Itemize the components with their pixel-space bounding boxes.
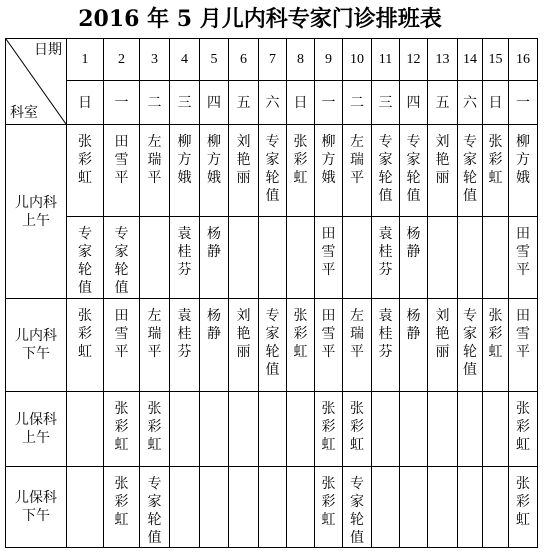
doctor-cell [104,299,140,392]
doctor-name: 张彩虹 [488,308,503,360]
doctor-cell [372,125,400,217]
doctor-cell [170,125,200,217]
doctor-name: 田雪平 [516,226,530,278]
doctor-cell [170,467,200,548]
day-number-4: 4 [170,39,200,81]
doctor-cell [400,299,428,392]
doctor-name: 刘艳丽 [236,308,251,360]
day-number-11: 11 [372,39,400,81]
doctor-cell [343,217,372,299]
day-number-2: 2 [104,39,140,81]
doctor-name: 专家轮值 [265,134,280,204]
schedule-row [6,125,538,217]
doctor-cell [140,467,170,548]
day-number-1: 1 [67,39,104,81]
department-cell: 儿保科 上午 [6,392,67,467]
doctor-cell [104,467,140,548]
day-number-14: 14 [458,39,483,81]
doctor-cell [458,217,483,299]
doctor-cell [372,217,400,299]
doctor-name: 杨静 [406,226,421,260]
doctor-name: 专家轮值 [463,308,477,378]
day-number-15: 15 [483,39,509,81]
doctor-cell [229,299,259,392]
doctor-cell [428,217,458,299]
weekday-cell: 三 [170,81,200,125]
doctor-name: 田雪平 [516,308,530,360]
doctor-cell [483,217,509,299]
corner-header-cell [6,39,67,125]
doctor-cell [170,392,200,467]
doctor-cell [140,299,170,392]
doctor-cell [483,299,509,392]
doctor-cell [67,392,104,467]
doctor-name: 袁桂芬 [177,226,192,278]
doctor-name: 张彩虹 [78,134,92,186]
doctor-cell [200,467,229,548]
doctor-name: 张彩虹 [488,134,503,186]
doctor-name: 杨静 [207,308,221,342]
weekday-cell: 日 [67,81,104,125]
doctor-cell [229,392,259,467]
department-cell: 儿内科 下午 [6,299,67,392]
doctor-name: 左瑞平 [350,134,364,186]
day-number-7: 7 [259,39,287,81]
doctor-name: 张彩虹 [147,401,162,453]
doctor-cell [67,299,104,392]
doctor-name: 杨静 [406,308,421,342]
doctor-cell [67,125,104,217]
doctor-name: 刘艳丽 [435,134,450,186]
doctor-cell [483,392,509,467]
doctor-cell [400,125,428,217]
doctor-cell [259,299,287,392]
doctor-cell [428,467,458,548]
doctor-cell [372,299,400,392]
weekday-cell: 六 [458,81,483,125]
doctor-cell [315,125,343,217]
doctor-name: 柳方娥 [207,134,221,186]
doctor-name: 田雪平 [321,226,336,278]
doctor-name: 左瑞平 [350,308,364,360]
doctor-cell [287,299,315,392]
day-number-12: 12 [400,39,428,81]
doctor-name: 田雪平 [114,134,129,186]
doctor-cell [67,217,104,299]
doctor-name: 柳方娥 [177,134,192,186]
weekday-cell: 四 [400,81,428,125]
weekday-cell: 日 [483,81,509,125]
doctor-cell [200,392,229,467]
weekday-cell: 五 [229,81,259,125]
day-number-9: 9 [315,39,343,81]
doctor-cell [140,392,170,467]
doctor-name: 袁桂芬 [378,308,393,360]
doctor-cell [458,299,483,392]
doctor-cell [509,467,538,548]
doctor-cell [400,217,428,299]
doctor-name: 柳方娥 [321,134,336,186]
weekday-cell: 四 [200,81,229,125]
doctor-cell [287,467,315,548]
doctor-name: 刘艳丽 [236,134,251,186]
doctor-cell [372,392,400,467]
doctor-cell [104,125,140,217]
day-number-6: 6 [229,39,259,81]
doctor-name: 杨静 [207,226,221,260]
doctor-cell [140,125,170,217]
doctor-cell [287,217,315,299]
weekday-cell: 六 [259,81,287,125]
doctor-name: 张彩虹 [321,476,336,528]
doctor-name: 张彩虹 [293,308,308,360]
weekday-cell: 二 [343,81,372,125]
department-cell: 儿保科 下午 [6,467,67,548]
doctor-cell [315,467,343,548]
doctor-name: 专家轮值 [406,134,421,204]
doctor-name: 专家轮值 [78,226,92,296]
doctor-cell [200,217,229,299]
doctor-cell [259,125,287,217]
doctor-name: 田雪平 [114,308,129,360]
schedule-row [6,217,538,299]
schedule-row [6,392,538,467]
doctor-cell [287,392,315,467]
doctor-cell [458,125,483,217]
doctor-cell [200,299,229,392]
doctor-cell [229,217,259,299]
doctor-name: 田雪平 [321,308,336,360]
doctor-name: 袁桂芬 [378,226,393,278]
page-title: 2016 年 5 月儿内科专家门诊排班表 [78,6,442,32]
doctor-cell [287,125,315,217]
doctor-cell [458,467,483,548]
doctor-name: 专家轮值 [378,134,393,204]
doctor-cell [343,299,372,392]
weekday-cell: 一 [104,81,140,125]
doctor-cell [509,125,538,217]
day-number-10: 10 [343,39,372,81]
corner-date-label: 日期 [34,42,62,58]
doctor-cell [229,467,259,548]
weekday-cell: 三 [372,81,400,125]
doctor-cell [483,467,509,548]
corner-dept-label: 科室 [10,105,38,121]
doctor-cell [428,299,458,392]
department-cell: 儿内科 上午 [6,125,67,299]
doctor-cell [400,467,428,548]
doctor-cell [229,125,259,217]
weekday-cell: 五 [428,81,458,125]
doctor-cell [259,392,287,467]
day-number-13: 13 [428,39,458,81]
doctor-name: 张彩虹 [114,401,129,453]
schedule-row [6,299,538,392]
weekday-cell: 日 [287,81,315,125]
weekday-cell: 一 [315,81,343,125]
doctor-cell [509,299,538,392]
day-number-5: 5 [200,39,229,81]
doctor-cell [259,217,287,299]
doctor-name: 左瑞平 [147,134,162,186]
doctor-name: 专家轮值 [114,226,129,296]
doctor-name: 张彩虹 [293,134,308,186]
doctor-cell [483,125,509,217]
doctor-name: 专家轮值 [147,476,162,546]
weekday-cell: 二 [140,81,170,125]
doctor-cell [509,392,538,467]
doctor-cell [259,467,287,548]
doctor-cell [315,392,343,467]
doctor-cell [509,217,538,299]
doctor-cell [428,392,458,467]
doctor-cell [400,392,428,467]
doctor-name: 张彩虹 [114,476,129,528]
doctor-cell [140,217,170,299]
doctor-name: 刘艳丽 [435,308,450,360]
day-number-8: 8 [287,39,315,81]
schedule-row [6,467,538,548]
doctor-cell [458,392,483,467]
doctor-name: 专家轮值 [463,134,477,204]
doctor-name: 张彩虹 [78,308,92,360]
doctor-cell [343,125,372,217]
doctor-cell [428,125,458,217]
doctor-cell [315,217,343,299]
doctor-name: 张彩虹 [321,401,336,453]
doctor-cell [170,217,200,299]
doctor-cell [315,299,343,392]
doctor-cell [104,217,140,299]
doctor-cell [343,392,372,467]
day-number-16: 16 [509,39,538,81]
doctor-name: 专家轮值 [265,308,280,378]
doctor-cell [343,467,372,548]
doctor-name: 柳方娥 [516,134,530,186]
weekday-cell: 一 [509,81,538,125]
doctor-name: 张彩虹 [350,401,364,453]
doctor-cell [170,299,200,392]
schedule-table [5,38,538,548]
doctor-name: 张彩虹 [516,476,530,528]
doctor-name: 袁桂芬 [177,308,192,360]
doctor-name: 左瑞平 [147,308,162,360]
doctor-name: 专家轮值 [350,476,364,546]
doctor-cell [200,125,229,217]
doctor-cell [372,467,400,548]
day-number-3: 3 [140,39,170,81]
doctor-cell [67,467,104,548]
doctor-cell [104,392,140,467]
doctor-name: 张彩虹 [516,401,530,453]
